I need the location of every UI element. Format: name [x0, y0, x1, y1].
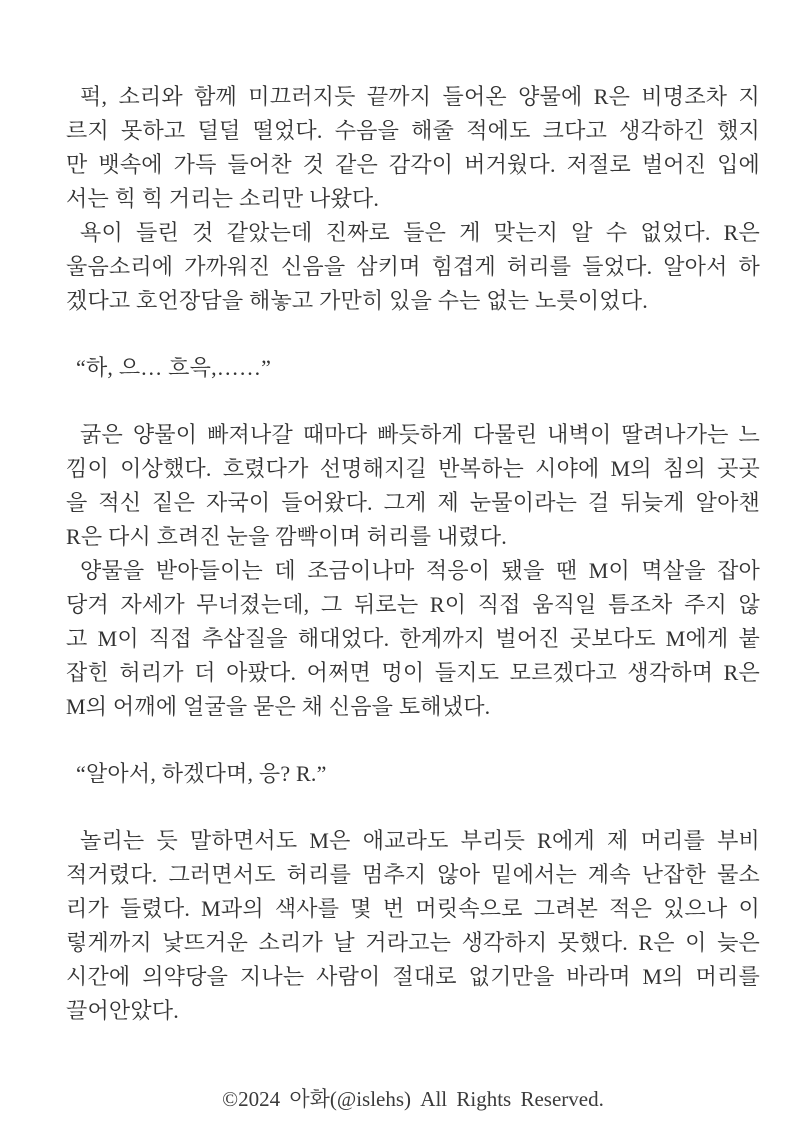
novel-text	[66, 80, 760, 1028]
text-line: 퍽, 소리와 함께 미끄러지듯 끝까지 들어온 양물에 R은 비명조차 지	[80, 84, 760, 109]
text-line: 서는 힉 힉 거리는 소리만 나왔다.	[66, 186, 380, 211]
text-line: 시간에 의약당을 지나는 사람이 절대로 없기만을 바라며 M의 머리를	[66, 964, 760, 989]
dialogue-line: “알아서, 하겠다며, 응? R.”	[76, 761, 327, 786]
text-line: 적거렸다. 그러면서도 허리를 멈추지 않아 밑에서는 계속 난잡한 물소	[66, 862, 760, 887]
text-line: 고 M이 직접 추삽질을 해대었다. 한계까지 벌어진 곳보다도 M에게 붙	[66, 626, 760, 651]
paragraph-block	[66, 824, 760, 1028]
text-line: 르지 못하고 덜덜 떨었다. 수음을 해줄 적에도 크다고 생각하긴 했지	[66, 118, 760, 143]
text-line: 잡힌 허리가 더 아팠다. 어쩌면 멍이 들지도 모르겠다고 생각하며 R은	[66, 660, 760, 685]
text-line: 렇게까지 낯뜨거운 소리가 날 거라고는 생각하지 못했다. R은 이 늦은	[66, 930, 760, 955]
text-line: 만 뱃속에 가득 들어찬 것 같은 감각이 버거웠다. 저절로 벌어진 입에	[66, 152, 760, 177]
text-line: 겠다고 호언장담을 해놓고 가만히 있을 수는 없는 노릇이었다.	[66, 288, 648, 313]
text-line: 끌어안았다.	[66, 998, 179, 1023]
paragraph-block	[66, 418, 760, 554]
dialogue-line: “하, 으… 흐윽,……”	[76, 355, 272, 380]
paragraph-block	[66, 80, 760, 216]
text-line: M의 어깨에 얼굴을 묻은 채 신음을 토해냈다.	[66, 694, 491, 719]
copyright-footer: ©2024 아화(@islehs) All Rights Reserved.	[222, 1087, 604, 1111]
text-line: 놀리는 듯 말하면서도 M은 애교라도 부리듯 R에게 제 머리를 부비	[80, 828, 760, 853]
text-line: 을 적신 짙은 자국이 들어왔다. 그게 제 눈물이라는 걸 뒤늦게 알아챈	[66, 490, 760, 515]
paragraph-block	[66, 554, 760, 724]
text-line: R은 다시 흐려진 눈을 깜빡이며 허리를 내렸다.	[66, 524, 507, 549]
text-line: 굵은 양물이 빠져나갈 때마다 빠듯하게 다물린 내벽이 딸려나가는 느	[80, 422, 760, 447]
text-line: 울음소리에 가까워진 신음을 삼키며 힘겹게 허리를 들었다. 알아서 하	[66, 254, 760, 279]
paragraph-block	[66, 216, 760, 318]
dialogue-block	[66, 351, 760, 385]
text-line: 낌이 이상했다. 흐렸다가 선명해지길 반복하는 시야에 M의 침의 곳곳	[66, 456, 760, 481]
text-line: 욕이 들린 것 같았는데 진짜로 들은 게 맞는지 알 수 없었다. R은	[80, 220, 760, 245]
text-line: 양물을 받아들이는 데 조금이나마 적응이 됐을 땐 M이 멱살을 잡아	[80, 558, 760, 583]
text-line: 당겨 자세가 무너졌는데, 그 뒤로는 R이 직접 움직일 틈조차 주지 않	[66, 592, 760, 617]
text-line: 리가 들렸다. M과의 색사를 몇 번 머릿속으로 그려본 적은 있으나 이	[66, 896, 760, 921]
dialogue-block	[66, 757, 760, 791]
